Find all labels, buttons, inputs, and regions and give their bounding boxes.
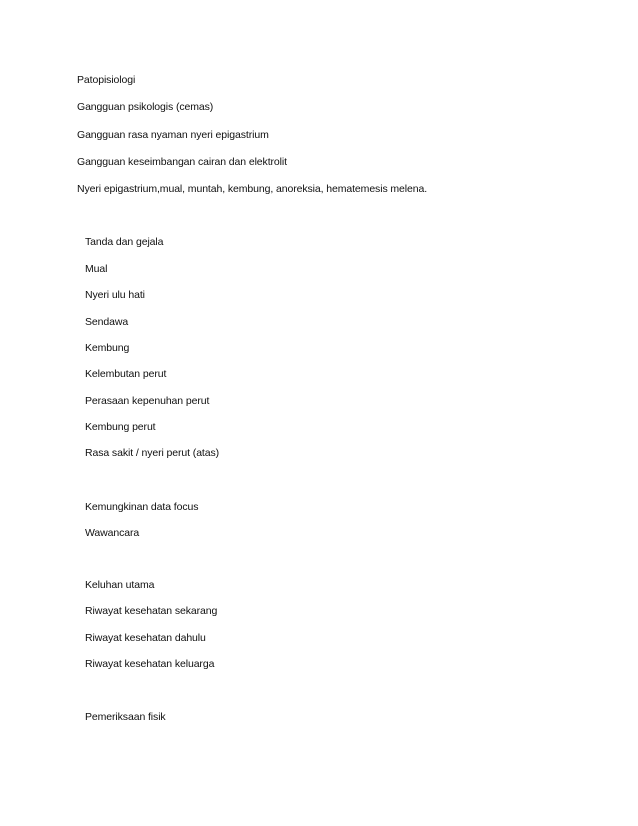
signs-heading: Tanda dan gejala (85, 236, 164, 248)
signs-item: Kembung (85, 342, 130, 354)
signs-item: Sendawa (85, 316, 129, 328)
exam-heading: Pemeriksaan fisik (85, 711, 166, 723)
signs-item: Nyeri ulu hati (85, 289, 145, 301)
text-line-patopisiologi: Patopisiologi (77, 74, 136, 86)
complaints-item: Riwayat kesehatan dahulu (85, 632, 206, 644)
complaints-item: Riwayat kesehatan keluarga (85, 658, 215, 670)
signs-item: Kembung perut (85, 421, 156, 433)
signs-item: Perasaan kepenuhan perut (85, 395, 210, 407)
complaints-item: Keluhan utama (85, 579, 155, 591)
signs-item: Rasa sakit / nyeri perut (atas) (85, 447, 220, 459)
focus-item: Wawancara (85, 527, 140, 539)
text-line-nyeri-epigastrium: Nyeri epigastrium,mual, muntah, kembung, anoreksia, hematemesis melena. (77, 183, 428, 195)
focus-heading: Kemungkinan data focus (85, 501, 199, 513)
signs-item: Kelembutan perut (85, 368, 167, 380)
signs-item: Mual (85, 263, 108, 275)
text-line-keseimbangan: Gangguan keseimbangan cairan dan elektrolit (77, 156, 287, 168)
complaints-item: Riwayat kesehatan sekarang (85, 605, 218, 617)
text-line-psikologis: Gangguan psikologis (cemas) (77, 101, 214, 113)
text-line-rasa-nyaman: Gangguan rasa nyaman nyeri epigastrium (77, 129, 269, 141)
